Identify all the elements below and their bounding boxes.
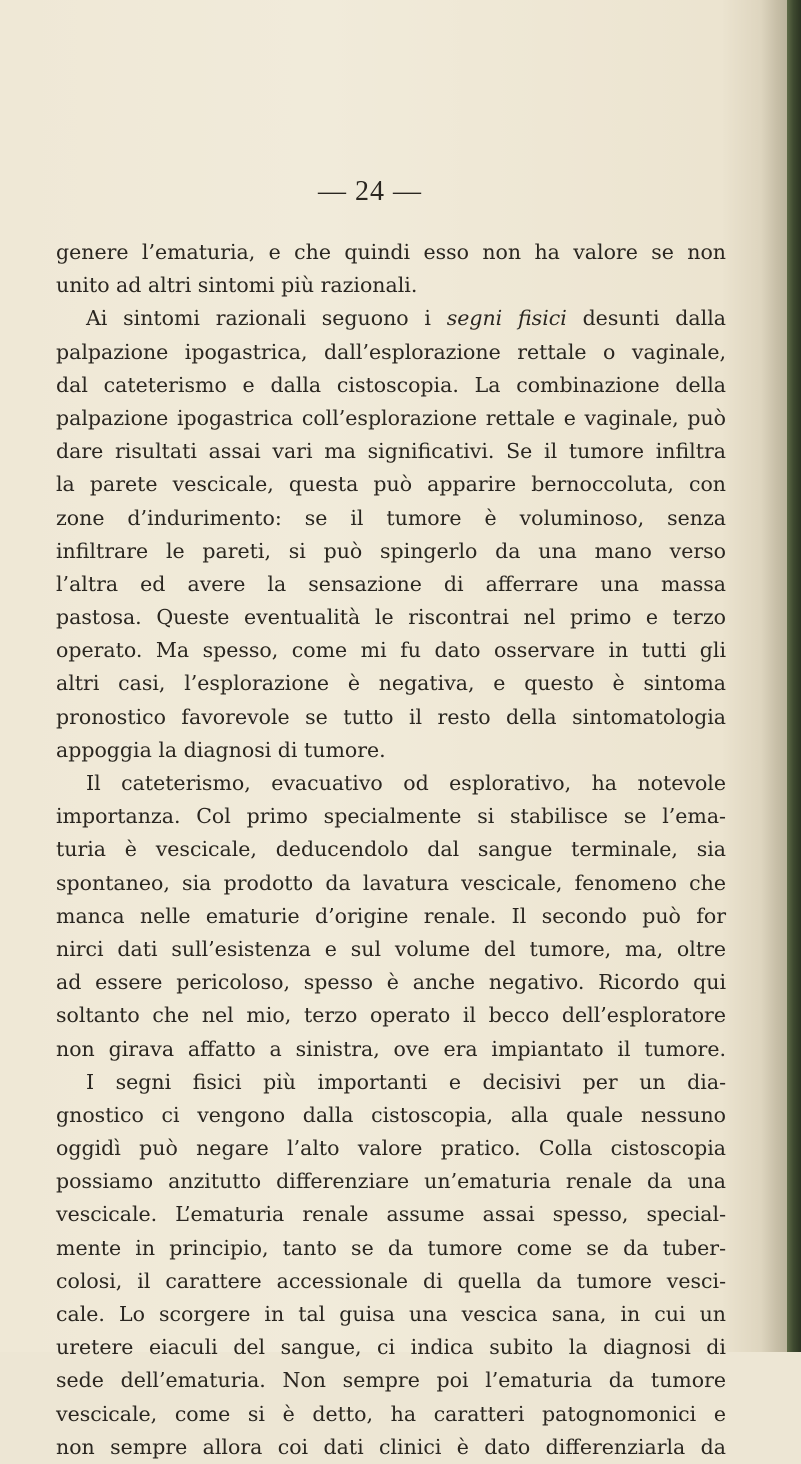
text-fragment: Ai sintomi razionali seguono i xyxy=(86,306,431,331)
text-line: dal cateterismo e dalla cistoscopia. La combinazione della xyxy=(56,372,726,397)
text-line: la parete vescicale, questa può apparire bernoccoluta, con xyxy=(56,472,726,497)
text-line: I segni fisici più importanti e decisivi per un dia- xyxy=(86,1069,726,1094)
book-edge xyxy=(787,0,801,1352)
text-line: genere l’ematuria, e che quindi esso non ha valore se non xyxy=(56,240,726,264)
text-line: altri casi, l’esplorazione è negativa, e questo è sintoma xyxy=(56,671,726,696)
text-line: possiamo anzitutto differenziare un’ematuria renale da una xyxy=(56,1169,726,1194)
text-line: palpazione ipogastrica, dall’esplorazione rettale o vaginale, xyxy=(56,339,726,364)
text-line: turia è vescicale, deducendolo dal sangue terminale, sia xyxy=(56,837,726,862)
text-line: operato. Ma spesso, come mi fu dato osservare in tutti gli xyxy=(56,638,726,663)
text-line: importanza. Col primo specialmente si stabilisce se l’ema- xyxy=(56,804,726,829)
text-line: zone d’indurimento: se il tumore è voluminoso, senza xyxy=(56,505,726,530)
page-gutter-shadow xyxy=(761,0,787,1352)
text-line: pronostico favorevole se tutto il resto della sintomatologia xyxy=(56,704,726,729)
text-line: Il cateterismo, evacuativo od esplorativo, ha notevole xyxy=(86,771,726,795)
text-line: oggidì può negare l’alto valore pratico. Colla cistoscopia xyxy=(56,1136,726,1161)
text-line: uretere eiaculi del sangue, ci indica subito la diagnosi di xyxy=(56,1335,726,1360)
text-line: vescicale, come si è detto, ha caratteri patognomonici e xyxy=(56,1401,726,1426)
text-fragment: desunti dalla xyxy=(582,306,726,331)
text-line: palpazione ipogastrica coll’esplorazione rettale e vaginale, può xyxy=(56,405,726,430)
text-line: nirci dati sull’esistenza e sul volume del tumore, ma, oltre xyxy=(56,936,726,961)
text-line: pastosa. Queste eventualità le riscontrai nel primo e terzo xyxy=(56,605,726,630)
text-line: unito ad altri sintomi più razionali. xyxy=(56,273,418,298)
text-line: ad essere pericoloso, spesso è anche negativo. Ricordo qui xyxy=(56,970,726,995)
text-line xyxy=(56,302,726,335)
text-line: mente in principio, tanto se da tumore come se da tuber- xyxy=(56,1235,726,1260)
text-line: soltanto che nel mio, terzo operato il becco dell’esploratore xyxy=(56,1003,726,1028)
body-text xyxy=(56,236,726,1464)
text-line: spontaneo, sia prodotto da lavatura vescicale, fenomeno che xyxy=(56,870,726,895)
text-line: infiltrare le pareti, si può spingerlo da una mano verso xyxy=(56,538,726,563)
text-line: cale. Lo scorgere in tal guisa una vescica sana, in cui un xyxy=(56,1302,726,1326)
text-line: manca nelle ematurie d’origine renale. Il secondo può for xyxy=(56,903,726,928)
page-number: — 24 — xyxy=(318,176,422,207)
text-line: vescicale. L’ematuria renale assume assai spesso, special- xyxy=(56,1202,726,1227)
text-line: non sempre allora coi dati clinici è dato differenziarla da xyxy=(56,1434,726,1459)
text-line: appoggia la diagnosi di tumore. xyxy=(56,737,386,762)
text-line: l’altra ed avere la sensazione di afferrare una massa xyxy=(56,571,726,596)
text-line: gnostico ci vengono dalla cistoscopia, alla quale nessuno xyxy=(56,1102,726,1127)
text-line: dare risultati assai vari ma significativi. Se il tumore infiltra xyxy=(56,439,726,464)
text-line: non girava affatto a sinistra, ove era impiantato il tumore. xyxy=(56,1036,726,1061)
text-line: sede dell’ematuria. Non sempre poi l’ematuria da tumore xyxy=(56,1368,726,1393)
italic-term: segni fisici xyxy=(446,306,567,331)
text-line: colosi, il carattere accessionale di quella da tumore vesci- xyxy=(56,1268,726,1293)
